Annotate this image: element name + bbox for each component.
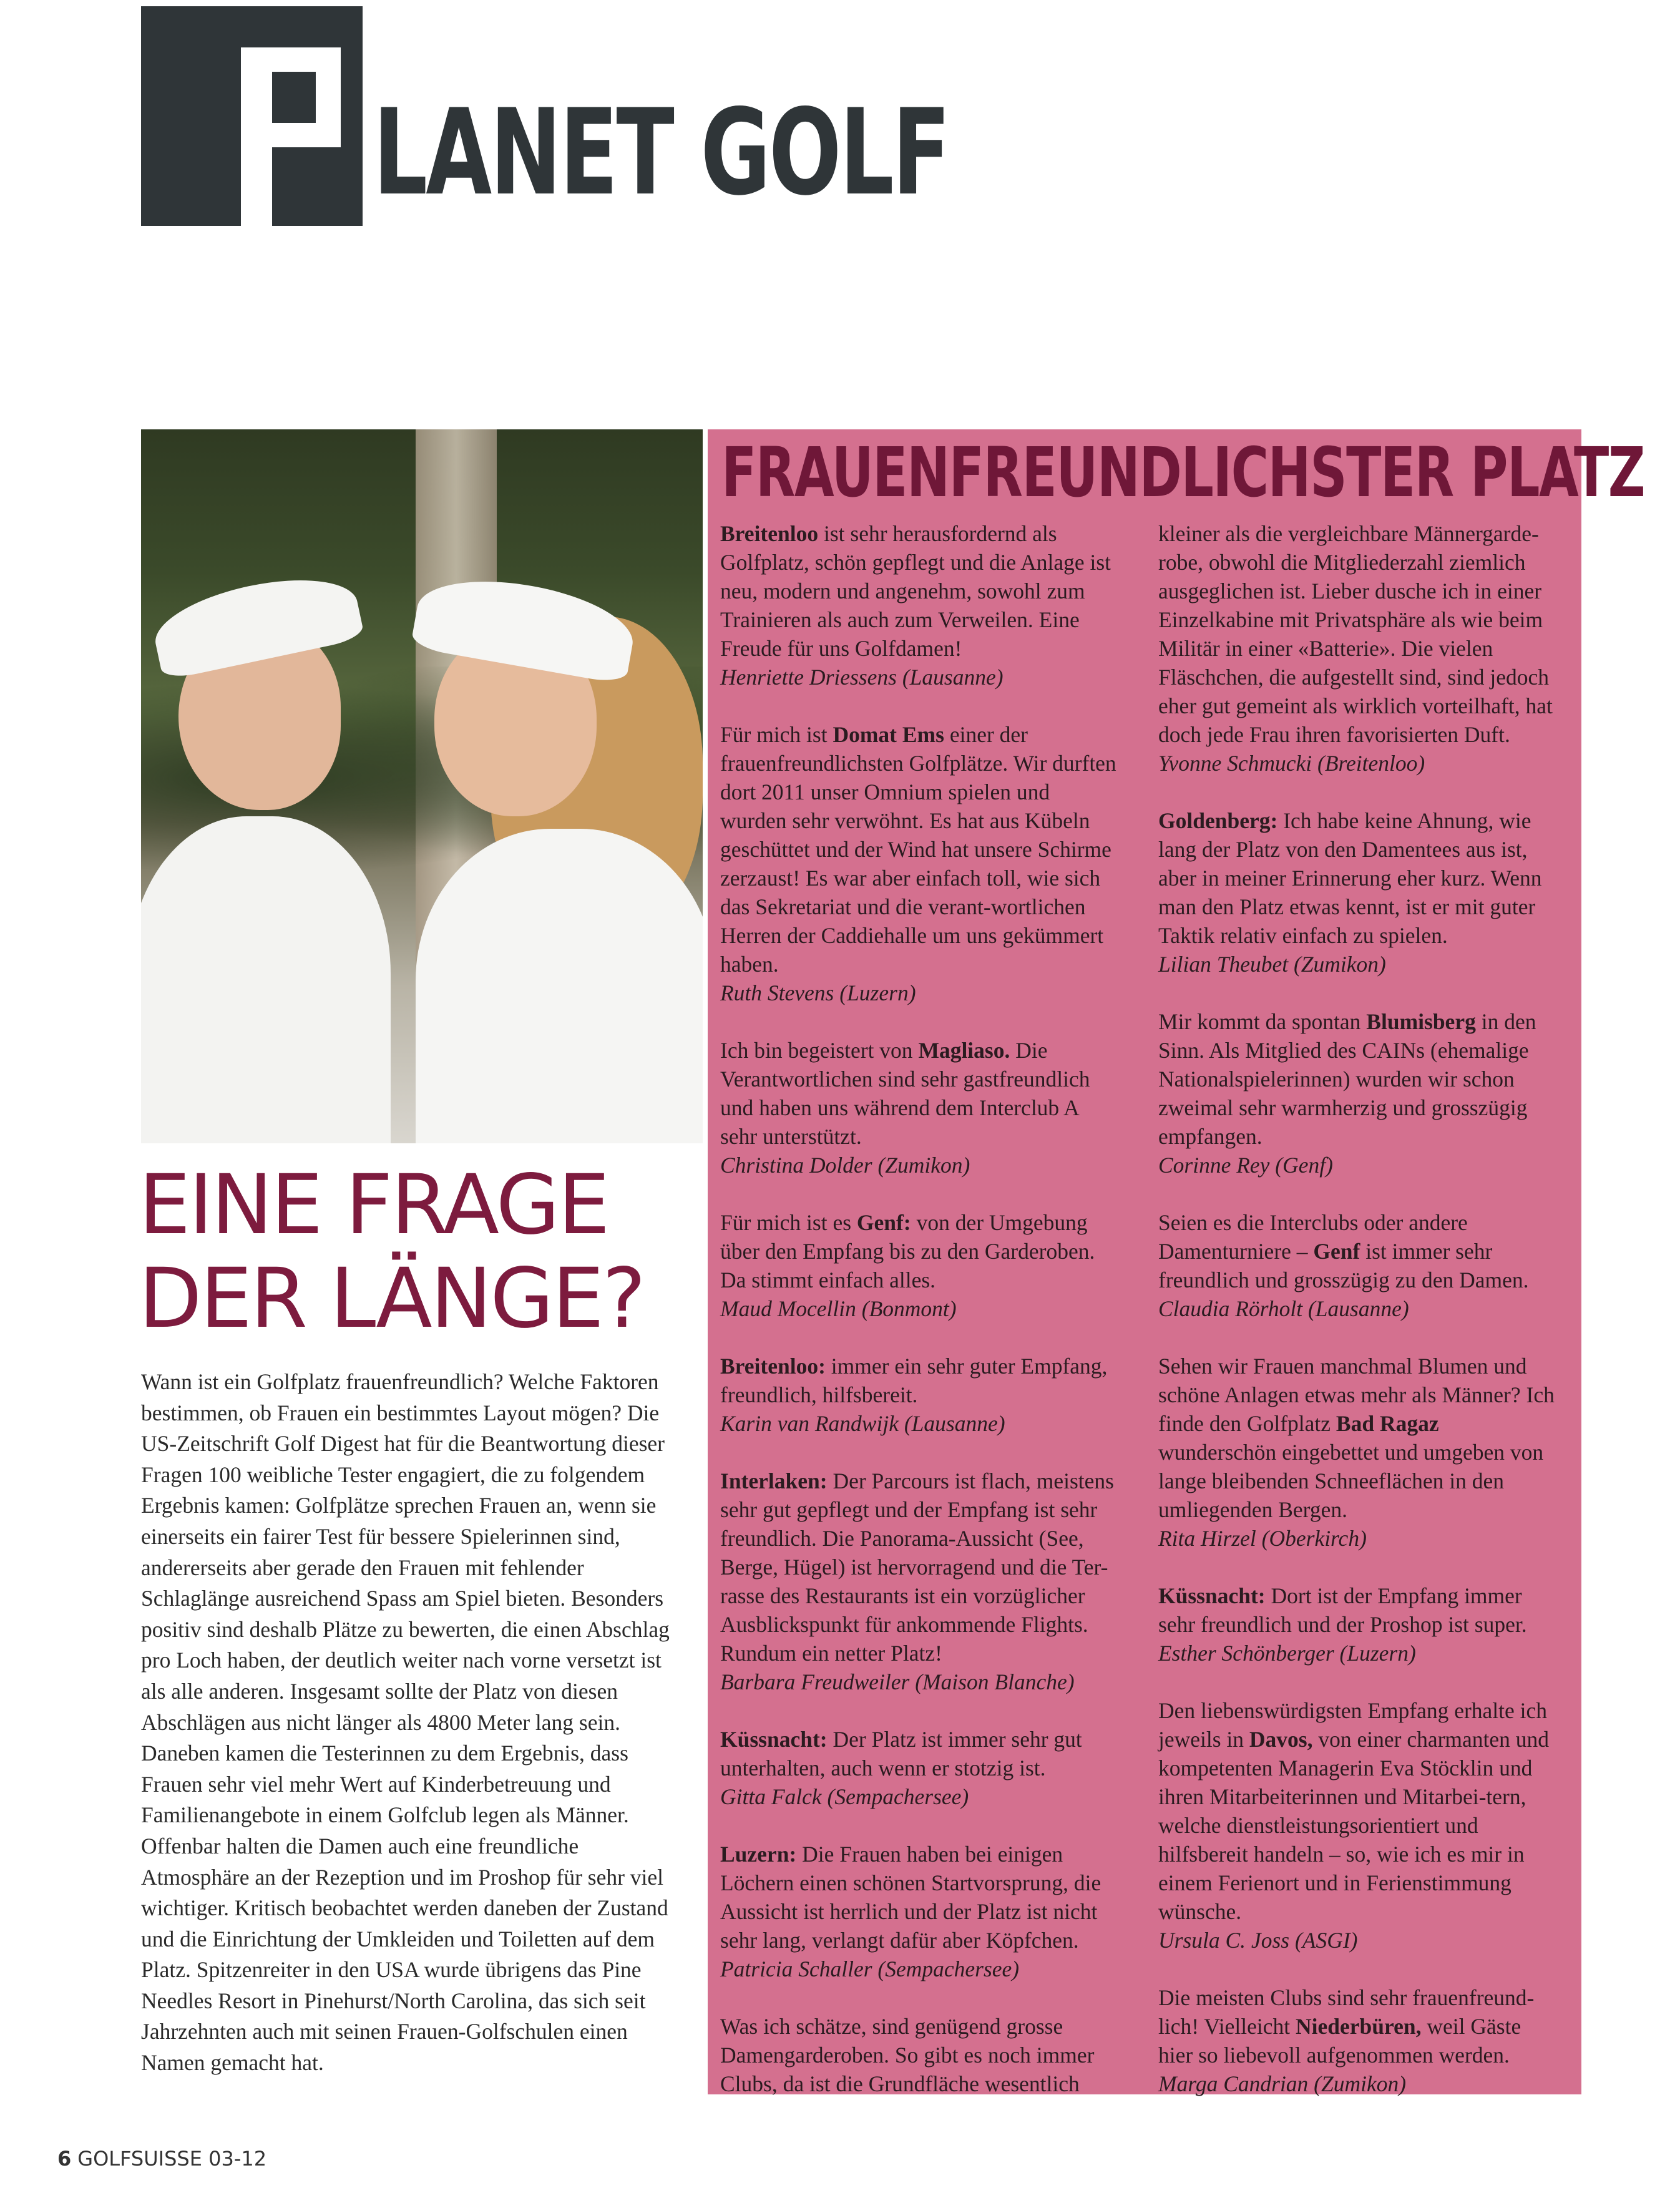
testimonial-text: immer ein sehr guter Empfang, freundlich, hilfsbereit. [720, 1354, 1108, 1407]
testimonial-author: Claudia Rörholt (Lausanne) [1158, 1296, 1409, 1321]
testimonial-text: wunderschön eingebettet und umgeben von lange bleibenden Schneeflächen in den umliegenden Bergen. [1158, 1440, 1544, 1522]
testimonial [720, 1725, 1120, 1811]
testimonial [1158, 1208, 1558, 1323]
testimonial-text: Den liebenswürdigsten Empfang erhalte ich jeweils in [1158, 1698, 1548, 1752]
testimonial-course: Domat Ems [833, 722, 944, 747]
testimonial-text: Für mich ist [720, 722, 833, 747]
testimonial-author: Gitta Falck (Sempachersee) [720, 1784, 969, 1809]
testimonial-text: Für mich ist es [720, 1210, 857, 1235]
testimonial-author: Karin van Randwijk (Lausanne) [720, 1411, 1005, 1436]
testimonial-author: Barbara Freudweiler (Maison Blanche) [720, 1669, 1075, 1694]
testimonial-text: Ich habe keine Ahnung, wie lang der Platz von den Damentees aus ist, aber in meiner Erinnerung eher kurz. Wenn man den Platz etwas kennt, ist er mit guter Taktik relativ einfach zu spielen. [1158, 808, 1542, 948]
photo-golfer-right-shirt [416, 829, 703, 1143]
masthead-title: LANET GOLF [373, 84, 949, 222]
testimonial-course: Küssnacht: [720, 1727, 828, 1752]
page-number: 6 [57, 2147, 72, 2171]
masthead [141, 6, 952, 226]
testimonial [720, 1352, 1120, 1438]
testimonial-text: kleiner als die vergleichbare Männergarde-robe, obwohl die Mitgliederzahl ziemlich ausgeglichen ist. Lieber dusche ich in einer Einzelkabine mit Privatsphäre als wie beim Militär in einer «Batterie». Die vielen Fläschchen, die aufgestellt sind, sind jedoch eher gut gemeint als wirklich vorteilhaft, hat doch jede Frau ihren favorisierten Duft. [1158, 521, 1553, 747]
testimonial-author: Maud Mocellin (Bonmont) [720, 1296, 957, 1321]
testimonial-text: Sehen wir Frauen manchmal Blumen und schöne Anlagen etwas mehr als Männer? Ich finde den Golfplatz [1158, 1354, 1555, 1436]
article-intro: Wann ist ein Golfplatz frauenfreundlich? Welche Faktoren bestimmen, ob Frauen ein bestimmtes Layout mögen? Die US-Zeitschrift Golf Digest hat für die Beantwortung dieser Fragen 100 weibliche Tester engagiert, die zu folgendem Ergebnis kamen: Golfplätze sprechen Frauen an, wenn sie einerseits ein fairer Test für bessere Spielerinnen sind, andererseits aber gerade den Frauen mit fehlender Schlaglänge ausreichend Spass am Spiel bieten. Besonders positiv sind deshalb Plätze zu bewerten, die einen Abschlag pro Loch haben, der deutlich weiter nach vorne versetzt ist als alle anderen. Insgesamt sollte der Platz von diesen Abschlägen aus nicht länger als 4800 Meter lang sein. Daneben kamen die Testerinnen zu dem Ergebnis, dass Frauen sehr viel mehr Wert auf Kinderbetreuung und Familienangebote in einem Golfclub legen als Männer. Offenbar halten die Damen auch eine freundliche Atmosphäre an der Rezeption und im Proshop für sehr viel wichtiger. Kritisch beobachtet werden daneben der Zustand und die Einrichtung der Umkleiden und Toiletten auf dem Platz. Spitzenreiter in den USA wurde übrigens das Pine Needles Resort in Pinehurst/North Carolina, das sich seit Jahrzehnten auch mit seinen Frauen-Golfschulen einen Namen gemacht hat. [141, 1369, 670, 2076]
testimonial-text: von einer charmanten und kompetenten Managerin Eva Stöcklin und ihren Mitarbeiterinnen und Mitarbei-tern, welche dienstleistungsorientiert und hilfsbereit handeln – so, wie ich es mir in einem Ferienort und in Ferienstimmung wünsche. [1158, 1727, 1550, 1924]
testimonial [720, 2012, 1120, 2098]
testimonial [720, 1208, 1120, 1323]
testimonial-text: Die Verantwortlichen sind sehr gastfreundlich und haben uns während dem Interclub A sehr unterstützt. [720, 1038, 1090, 1149]
magazine-issue: GOLFSUISSE 03-12 [77, 2147, 267, 2171]
testimonial-text: Die Frauen haben bei einigen Löchern einen schönen Startvorsprung, die Aussicht ist herrlich und der Platz ist nicht sehr lang, verlangt dafür aber Köpfchen. [720, 1842, 1101, 1953]
testimonial-author: Marga Candrian (Zumikon) [1158, 2071, 1407, 2096]
testimonial-course: Breitenloo [720, 521, 819, 546]
testimonial-text: Ich bin begeistert von [720, 1038, 919, 1063]
masthead-initial-block [141, 6, 363, 226]
testimonial [720, 1467, 1120, 1696]
testimonial-course: Davos, [1249, 1727, 1313, 1752]
testimonial-course: Breitenloo: [720, 1354, 826, 1379]
testimonial-text: einer der frauenfreundlichsten Golfplätze. Wir durften dort 2011 unser Omnium spielen und wurden sehr verwöhnt. Es hat aus Kübeln geschüttet und der Wind hat unsere Schirme zerzaust! Es war aber einfach toll, wie sich das Sekretariat und die verant-wortlichen Herren der Caddiehalle um uns gekümmert haben. [720, 722, 1116, 977]
testimonial-course: Niederbüren, [1296, 2014, 1422, 2039]
sidebar-column-left [720, 519, 1120, 2127]
testimonial-course: Luzern: [720, 1842, 797, 1867]
testimonial [1158, 1352, 1558, 1553]
testimonial [720, 519, 1120, 691]
testimonial-text: ist immer sehr freundlich und grosszügig zu den Damen. [1158, 1239, 1529, 1292]
page-folio [57, 2147, 266, 2171]
testimonial [720, 720, 1120, 1007]
testimonial [1158, 519, 1558, 778]
testimonial [1158, 1007, 1558, 1179]
testimonial-text: Was ich schätze, sind genügend grosse Damengarderoben. So gibt es noch immer Clubs, da ist die Grundfläche wesentlich [720, 2014, 1095, 2096]
photo-golfer-left-shirt [141, 816, 391, 1143]
article-photo [141, 429, 703, 1143]
testimonial-course: Interlaken: [720, 1468, 828, 1493]
testimonial-text: in den Sinn. Als Mitglied des CAINs (ehemalige Nationalspielerinnen) wurden wir schon zweimal sehr warmherzig und grosszügig empfangen. [1158, 1009, 1536, 1149]
testimonial-course: Magliaso. [918, 1038, 1010, 1063]
testimonial [1158, 1581, 1558, 1668]
testimonial-text: weil Gäste hier so liebevoll aufgenommen werden. [1158, 2014, 1521, 2068]
testimonial-author: Lilian Theubet (Zumikon) [1158, 952, 1386, 977]
testimonial-text: Der Platz ist immer sehr gut unterhalten, auch wenn er stotzig ist. [720, 1727, 1082, 1780]
masthead-initial-bowl [272, 72, 316, 123]
testimonial [1158, 806, 1558, 979]
testimonial-course: Bad Ragaz [1336, 1411, 1439, 1436]
testimonial-text: ist sehr herausfordernd als Golfplatz, schön gepflegt und die Anlage ist neu, modern und angenehm, sowohl zum Trainieren als auch zum Verweilen. Eine Freude für uns Golfdamen! [720, 521, 1111, 661]
testimonial-author: Yvonne Schmucki (Breitenloo) [1158, 751, 1425, 776]
testimonial-text: Seien es die Interclubs oder andere Damenturniere – [1158, 1210, 1468, 1264]
testimonial-course: Genf [1313, 1239, 1360, 1264]
testimonial [720, 1840, 1120, 1983]
testimonial [1158, 1696, 1558, 1955]
testimonial [1158, 1983, 1558, 2098]
testimonial-author: Ursula C. Joss (ASGI) [1158, 1928, 1358, 1953]
testimonial-text: Der Parcours ist flach, meistens sehr gut gepflegt und der Empfang ist sehr freundlich. Die Panorama-Aussicht (See, Berge, Hügel) ist hervorragend und die Ter-rasse des Restaurants ist ein vorzüglicher Ausblickspunkt für ankommende Flights. Rundum ein netter Platz! [720, 1468, 1114, 1666]
testimonial-author: Rita Hirzel (Oberkirch) [1158, 1526, 1367, 1551]
testimonial-author: Patricia Schaller (Sempachersee) [720, 1956, 1020, 1981]
testimonial-text: Die meisten Clubs sind sehr frauenfreund-lich! Vielleicht [1158, 1985, 1535, 2039]
testimonial-author: Esther Schönberger (Luzern) [1158, 1641, 1416, 1666]
testimonial-text: Mir kommt da spontan [1158, 1009, 1367, 1034]
sidebar-box [708, 429, 1645, 2096]
testimonial-author: Christina Dolder (Zumikon) [720, 1153, 970, 1178]
testimonial-author: Ruth Stevens (Luzern) [720, 980, 916, 1005]
testimonial-course: Goldenberg: [1158, 808, 1278, 833]
masthead-initial-notch [272, 147, 341, 226]
testimonial-text: von der Umgebung über den Empfang bis zu den Garderoben. Da stimmt einfach alles. [720, 1210, 1095, 1292]
testimonial-text: Dort ist der Empfang immer sehr freundlich und der Proshop ist super. [1158, 1583, 1527, 1637]
testimonial-course: Blumisberg [1366, 1009, 1476, 1034]
article-headline [139, 1158, 700, 1346]
testimonial [720, 1036, 1120, 1179]
testimonial-author: Corinne Rey (Genf) [1158, 1153, 1333, 1178]
sidebar-column-right [1158, 519, 1558, 2127]
testimonial-author: Henriette Driessens (Lausanne) [720, 665, 1004, 690]
testimonial-course: Küssnacht: [1158, 1583, 1266, 1608]
testimonial-course: Genf: [856, 1210, 911, 1235]
headline-line-2: DER LÄNGE? [139, 1251, 645, 1347]
sidebar-title: FRAUENFREUNDLICHSTER PLATZ [721, 432, 1645, 512]
headline-line-1: EINE FRAGE [139, 1157, 608, 1253]
